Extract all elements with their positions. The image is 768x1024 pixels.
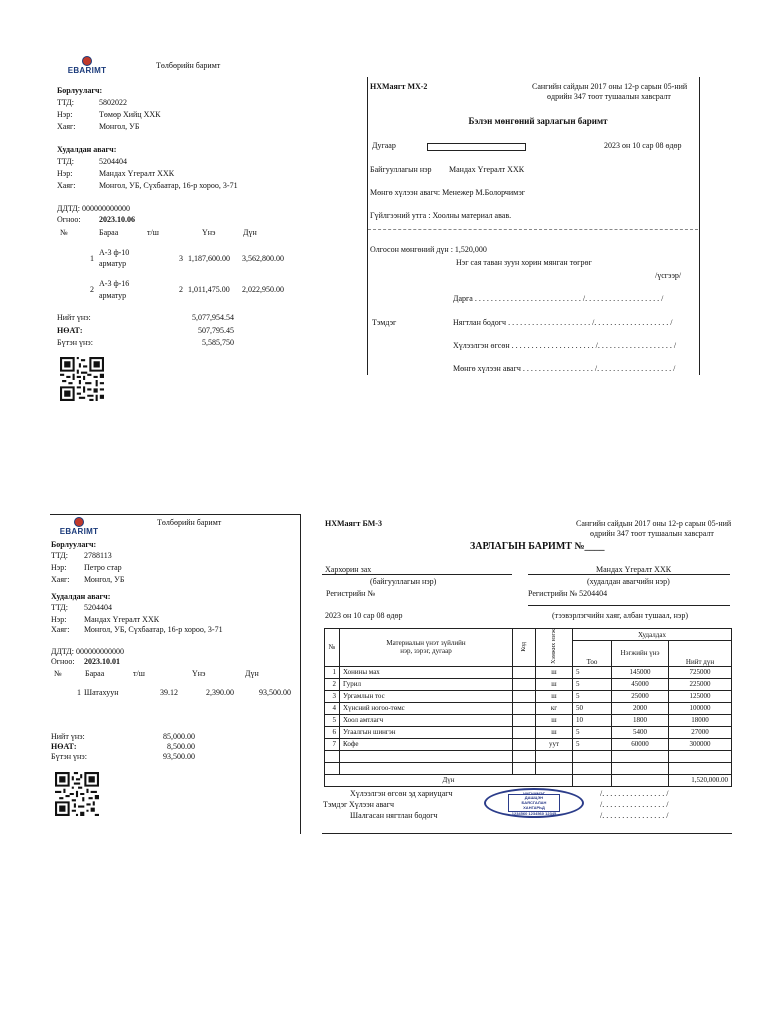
header-total: Нийт дүн	[669, 641, 732, 667]
header-code: Код	[513, 629, 536, 667]
form2-left-org: Хархорин зах	[325, 565, 372, 574]
row-name: Угаалгын шингэн	[340, 726, 513, 738]
form1-org-label: Байгууллагын нэр	[370, 165, 432, 174]
row-unit: ш	[536, 666, 573, 678]
receipt1-buyer-address: Монгол, УБ, Сүхбаатар, 16-р хороо, 3-71	[99, 181, 238, 190]
receipt1-col-qty: т/ш	[147, 228, 159, 237]
ebarimt-logo-text: EBARIMT	[67, 66, 107, 75]
form2-right-reg: Регистрийн № 5204404	[528, 589, 608, 598]
table-row	[325, 678, 732, 690]
row-unit: ш	[536, 714, 573, 726]
receipt2-seller-address: Монгол, УБ	[84, 575, 125, 584]
row-total: 100000	[669, 702, 732, 714]
receipt2-seller-address-label: Хаяг:	[51, 575, 70, 584]
ebarimt-logo	[64, 56, 110, 78]
form1-stamp-label: Тэмдэг	[372, 318, 397, 327]
sum-qty	[573, 774, 612, 786]
row-code	[513, 690, 536, 702]
table-row	[325, 714, 732, 726]
form2-date: 2023 он 10 сар 08 өдөр	[325, 611, 403, 620]
row-name: Хонины мах	[340, 666, 513, 678]
form2-approval-line2: өдрийн 347 тоот тушаалын хавсралт	[590, 529, 714, 538]
row-total: 300000	[669, 738, 732, 750]
receipt1-seller-ttd-label: ТТД:	[57, 98, 74, 107]
receipt2-buyer-address: Монгол, УБ, Сүхбаатар, 16-р хороо, 3-71	[84, 625, 223, 634]
row-price: 25000	[612, 690, 669, 702]
form2-sign-accountant: Шалгасан нягтлан бодогч	[350, 811, 438, 820]
row-qty: 5	[573, 738, 612, 750]
form1-number-field	[427, 143, 526, 151]
row-code	[513, 678, 536, 690]
row-total: 725000	[669, 666, 732, 678]
row-code	[513, 702, 536, 714]
form2-left-reg: Регистрийн №	[326, 589, 376, 598]
header-sold: Худалдах	[573, 629, 732, 641]
receipt1-buyer-ttd: 5204404	[99, 157, 127, 166]
row-no: 1	[325, 666, 340, 678]
stamp-text-bottom: 1234560 1234560 12345	[511, 811, 557, 816]
sum-value: 1,520,000.00	[669, 774, 732, 786]
receipt1-item1-price: 1,187,600.00	[188, 254, 230, 263]
receipt2-title: Төлбөрийн баримт	[157, 518, 222, 527]
table-sum-row	[325, 774, 732, 786]
receipt1-buyer-ttd-label: ТТД:	[57, 157, 74, 166]
row-no: 3	[325, 690, 340, 702]
row-qty: 5	[573, 690, 612, 702]
form2-sign-handover: Хүлээлгэн өгсөн эд хариуцагч	[350, 789, 453, 798]
sum-price	[612, 774, 669, 786]
receipt2-buyer-name: Мандах Үгералт ХХК	[84, 615, 160, 624]
row-total: 125000	[669, 690, 732, 702]
receipt1-qr-code	[60, 357, 104, 401]
stamp-text-3: ХАНГАРЬД	[523, 805, 545, 810]
table-empty-row	[325, 750, 732, 762]
receipt1-seller-address: Монгол, УБ	[99, 122, 140, 131]
receipt1-gross-label: Бүтэн үнэ:	[57, 338, 93, 347]
form2-approval-line1: Сангийн сайдын 2017 оны 12-р сарын 05-ний	[576, 519, 732, 528]
receipt1-seller-address-label: Хаяг:	[57, 122, 76, 131]
row-unit: ш	[536, 726, 573, 738]
receipt2-ddtd: ДДТД: 000000000000	[51, 647, 124, 656]
receipt2-col-no: №	[54, 669, 62, 678]
header-unit: Хэмжих нэгж	[536, 629, 573, 667]
form1-sign-handover: Хүлээлгэн өгсөн . . . . . . . . . . . . . . . . . . . . . /. . . . . . . . . . . . . . . . . . . /	[453, 341, 677, 350]
row-total: 18000	[669, 714, 732, 726]
receipt2-item1-total: 93,500.00	[259, 688, 291, 697]
receipt1-item2-name: А-3 ф-16	[99, 279, 130, 288]
form2-sign-line-2: /. . . . . . . . . . . . . . . . /	[600, 800, 669, 809]
receipt1-col-item: Бараа	[99, 228, 119, 237]
receipt2-net-value: 85,000.00	[163, 732, 195, 741]
ebarimt-logo-text: EBARIMT	[59, 527, 99, 536]
receipt1-item1-name: А-3 ф-10	[99, 248, 130, 257]
form1-left-border	[367, 77, 368, 375]
receipt1-item1-total: 3,562,800.00	[242, 254, 284, 263]
receipt1-item2-qty: 2	[179, 285, 183, 294]
row-name: Хүнсний ногоо-төмс	[340, 702, 513, 714]
row-name: Кофе	[340, 738, 513, 750]
stamp-text-2: БАЯСГАЛАН	[521, 800, 547, 805]
table-row	[325, 702, 732, 714]
receipt2-seller-header: Борлуулагч:	[51, 540, 97, 549]
row-name: Гурил	[340, 678, 513, 690]
row-qty: 50	[573, 702, 612, 714]
row-price: 5400	[612, 726, 669, 738]
row-unit: уут	[536, 738, 573, 750]
row-total: 225000	[669, 678, 732, 690]
row-name: Хоол амтлагч	[340, 714, 513, 726]
receipt2-col-item: Бараа	[85, 669, 105, 678]
row-name: Ургамлын тос	[340, 690, 513, 702]
ebarimt-logo-icon	[74, 517, 84, 527]
form1-org-value: Мандах Үгералт ХХК	[449, 165, 525, 174]
form1-date: 2023 он 10 сар 08 өдөр	[604, 141, 682, 150]
receipt1-item2-name2: арматур	[99, 291, 127, 300]
receipt1-item2-price: 1,011,475.00	[188, 285, 230, 294]
row-code	[513, 738, 536, 750]
receipt1-item2-total: 2,022,950.00	[242, 285, 284, 294]
receipt2-vat-value: 8,500.00	[167, 742, 195, 751]
receipt2-vat-label: НӨАТ:	[51, 742, 77, 751]
form1-amount-words: Нэг сая таван зуун хорин мянган төгрөг	[456, 258, 592, 267]
row-no: 4	[325, 702, 340, 714]
receipt1-item1-qty: 3	[179, 254, 183, 263]
table-row	[325, 690, 732, 702]
form1-approval-line1: Сангийн сайдын 2017 оны 12-р сарын 05-ний	[532, 82, 688, 91]
receipt1-item2-no: 2	[90, 285, 94, 294]
receipt1-col-total: Дүн	[243, 228, 257, 237]
form1-purpose: Гүйлгээний утга : Хоолны материал авав.	[370, 211, 512, 220]
receipt2-buyer-header: Худалдан авагч:	[51, 592, 111, 601]
form1-title: Бэлэн мөнгөний зарлагын баримт	[468, 116, 608, 126]
form2-left-org-caption: (байгууллагын нэр)	[370, 577, 437, 586]
receipt2-qr-code	[55, 772, 99, 816]
row-no: 2	[325, 678, 340, 690]
form2-left-org-line	[322, 574, 512, 575]
header-qty: Тоо	[573, 641, 612, 667]
row-price: 145000	[612, 666, 669, 678]
stamp-inner-box	[508, 794, 560, 812]
row-price: 2000	[612, 702, 669, 714]
form2-code: НХМаягт БМ-3	[325, 519, 382, 528]
stamp-text-top: ЧИГЧИМЭГ	[522, 791, 546, 796]
form1-sign-receiver: Мөнгө хүлээн авагч . . . . . . . . . . . . . . . . . . /. . . . . . . . . . . . . . . . . . . /	[453, 364, 676, 373]
row-no: 5	[325, 714, 340, 726]
company-stamp-icon	[484, 788, 584, 818]
row-unit: кг	[536, 702, 573, 714]
receipt2-item1-qty: 39.12	[160, 688, 178, 697]
form2-right-reg-line	[528, 605, 730, 606]
stamp-text-1: ДАШЦЭН	[524, 795, 544, 800]
form2-title: ЗАРЛАГЫН БАРИМТ №____	[470, 541, 605, 552]
form2-sign-receiver: Хүлээн авагч	[349, 800, 394, 809]
form1-number-label: Дугаар	[372, 141, 396, 150]
header-material: Материалын үнэт зүйлийн нэр, зэрэг, дугаар	[340, 629, 513, 667]
receipt1-buyer-name-label: Нэр:	[57, 169, 73, 178]
receipt2-seller-ttd-label: ТТД:	[51, 551, 68, 560]
receipt1-vat-label: НӨАТ:	[57, 326, 83, 335]
receipt2-col-total: Дүн	[245, 669, 259, 678]
receipt2-date-label: Огноо:	[51, 657, 75, 666]
receipt1-buyer-header: Худалдан авагч:	[57, 145, 117, 154]
form2-items-table	[324, 628, 732, 787]
receipt2-buyer-address-label: Хаяг:	[51, 625, 70, 634]
receipt2-seller-name: Петро стар	[84, 563, 122, 572]
receipt1-vat-value: 507,795.45	[198, 326, 234, 335]
receipt1-buyer-name: Мандах Үгералт ХХК	[99, 169, 175, 178]
form1-sign-director: Дарга . . . . . . . . . . . . . . . . . . . . . . . . . . . /. . . . . . . . . . . . . . . . . . . /	[453, 294, 664, 303]
receipt2-buyer-ttd-label: ТТД:	[51, 603, 68, 612]
receipt2-gross-value: 93,500.00	[163, 752, 195, 761]
form2-right-org-caption: (худалдан авагчийн нэр)	[587, 577, 670, 586]
receipt2-date: 2023.10.01	[84, 657, 120, 666]
table-row	[325, 738, 732, 750]
receipt1-date: 2023.10.06	[99, 215, 135, 224]
row-unit: ш	[536, 678, 573, 690]
row-qty: 5	[573, 666, 612, 678]
header-no: №	[325, 629, 340, 667]
form1-recipient: Мөнгө хүлээн авагч: Менежер М.Болорчимэг	[370, 188, 526, 197]
receipt2-col-price: Үнэ	[192, 669, 206, 678]
receipt1-seller-header: Борлуулагч:	[57, 86, 103, 95]
table-empty-row	[325, 762, 732, 774]
receipt1-buyer-address-label: Хаяг:	[57, 181, 76, 190]
row-code	[513, 666, 536, 678]
sum-label: Дүн	[325, 774, 573, 786]
form2-right-org-line	[528, 574, 730, 575]
header-unit-price: Нэгжийн үнэ	[612, 641, 669, 667]
row-qty: 10	[573, 714, 612, 726]
row-no: 7	[325, 738, 340, 750]
row-no: 6	[325, 726, 340, 738]
row-code	[513, 714, 536, 726]
receipt2-col-qty: т/ш	[133, 669, 145, 678]
receipt2-buyer-ttd: 5204404	[84, 603, 112, 612]
form2-sign-line-3: /. . . . . . . . . . . . . . . . /	[600, 811, 669, 820]
form1-divider	[368, 229, 698, 230]
form2-right-caption: (тээвэрлэгчийн хаяг, албан тушаал, нэр)	[552, 611, 689, 620]
form1-right-border	[699, 77, 700, 375]
receipt1-gross-value: 5,585,750	[202, 338, 234, 347]
form2-right-org: Мандах Үгералт ХХК	[596, 565, 672, 574]
form1-code: НХМаягт МХ-2	[370, 82, 428, 91]
row-unit: ш	[536, 690, 573, 702]
receipt2-item1-name: Шатахуун	[84, 688, 119, 697]
receipt2-top-border	[50, 514, 300, 515]
receipt1-date-label: Огноо:	[57, 215, 81, 224]
row-qty: 5	[573, 726, 612, 738]
receipt2-item1-price: 2,390.00	[206, 688, 234, 697]
row-code	[513, 726, 536, 738]
row-qty: 5	[573, 678, 612, 690]
receipt1-item1-no: 1	[90, 254, 94, 263]
form1-amount: Олгосон мөнгөний дүн : 1,520,000	[370, 245, 487, 254]
form1-approval-line2: өдрийн 347 тоот тушаалын хавсралт	[547, 92, 671, 101]
form2-bottom-border	[322, 833, 732, 834]
receipt1-seller-name: Төмөр Хийц ХХК	[99, 110, 161, 119]
receipt1-seller-ttd: 5802022	[99, 98, 127, 107]
row-price: 45000	[612, 678, 669, 690]
form2-stamp-label: Тэмдэг	[323, 800, 348, 809]
table-header-row	[325, 629, 732, 641]
receipt2-net-label: Нийт үнэ:	[51, 732, 85, 741]
receipt1-seller-name-label: Нэр:	[57, 110, 73, 119]
table-row	[325, 666, 732, 678]
ebarimt-logo-icon	[82, 56, 92, 66]
form2-sign-line-1: /. . . . . . . . . . . . . . . . /	[600, 789, 669, 798]
row-total: 27000	[669, 726, 732, 738]
receipt2-right-border	[300, 514, 301, 834]
ebarimt-logo	[56, 517, 102, 539]
receipt2-buyer-name-label: Нэр:	[51, 615, 67, 624]
receipt1-ddtd: ДДТД: 000000000000	[57, 204, 130, 213]
form1-sign-accountant: Нягтлан бодогч . . . . . . . . . . . . . . . . . . . . . /. . . . . . . . . . . . . . . . . . . /	[453, 318, 673, 327]
row-price: 1800	[612, 714, 669, 726]
form1-in-words: /үсгээр/	[655, 271, 682, 280]
receipt1-net-value: 5,077,954.54	[192, 313, 234, 322]
receipt2-item1-no: 1	[77, 688, 81, 697]
receipt1-title: Төлбөрийн баримт	[156, 61, 221, 70]
receipt1-net-label: Нийт үнэ:	[57, 313, 91, 322]
receipt2-gross-label: Бүтэн үнэ:	[51, 752, 87, 761]
table-row	[325, 726, 732, 738]
receipt1-col-no: №	[60, 228, 68, 237]
receipt2-seller-ttd: 2788113	[84, 551, 112, 560]
receipt2-seller-name-label: Нэр:	[51, 563, 67, 572]
row-price: 60000	[612, 738, 669, 750]
receipt1-item1-name2: арматур	[99, 259, 127, 268]
receipt1-col-price: Үнэ	[202, 228, 216, 237]
